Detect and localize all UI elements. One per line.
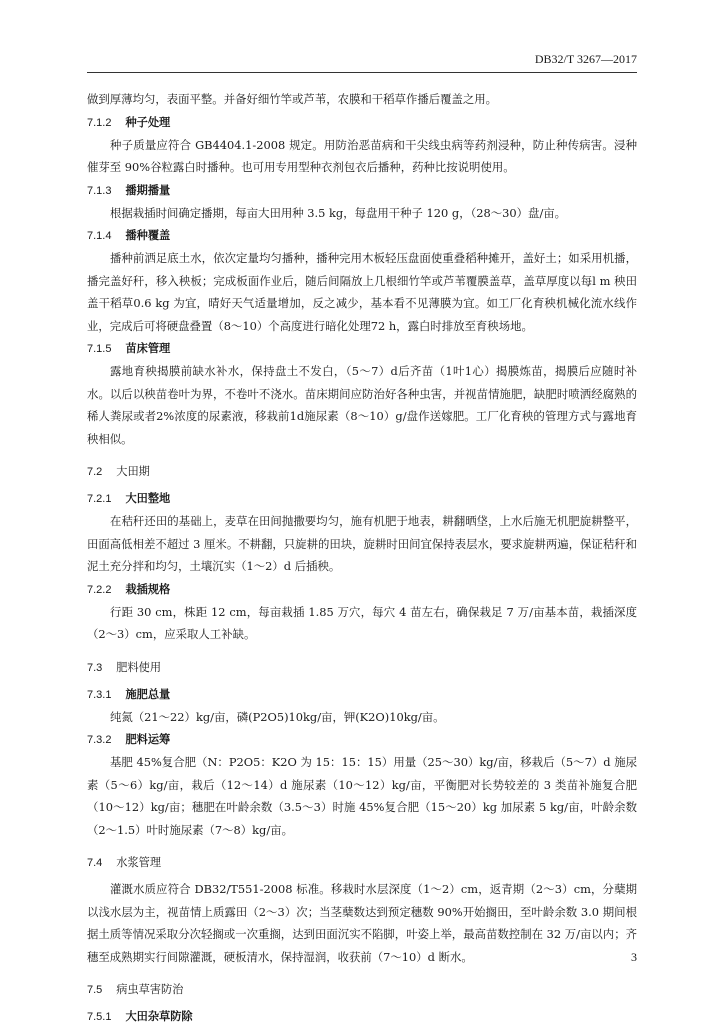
heading-number: 7.3.1 xyxy=(87,688,112,701)
body-paragraph: 在秸秆还田的基础上，麦草在田间抛撒要均匀，施有机肥于地表，耕翻晒垡，上水后施无机肥旋耕整平，田面高低相差不超过 3 厘米。不耕翻，只旋耕的田块，旋耕时田间宜保持表层水，要求旋耕两遍，保证秸秆和泥土充分拌和均匀，土壤沉实（1～2）d 后插秧。 xyxy=(87,514,637,573)
body-paragraph: 种子质量应符合 GB4404.1-2008 规定。用防治恶苗病和干尖线虫病等药剂浸种，防止种传病害。浸种催芽至 90%谷粒露白时播种。也可用专用型种衣剂包衣后播种，药种比按说明使用。 xyxy=(87,137,637,174)
heading-title: 大田杂草防除 xyxy=(125,1010,193,1023)
page-body xyxy=(87,88,637,1028)
heading-title: 苗床管理 xyxy=(125,342,171,355)
heading-number: 7.3.2 xyxy=(87,734,112,746)
subsection-heading xyxy=(87,337,637,360)
heading-number: 7.4 xyxy=(87,857,103,869)
heading-title: 栽插规格 xyxy=(125,582,171,596)
heading-number: 7.2.1 xyxy=(87,493,112,505)
subsection-heading xyxy=(87,683,637,706)
subsection-heading xyxy=(87,1005,637,1028)
body-paragraph: 露地育秧揭膜前缺水补水，保持盘土不发白，（5～7）d后齐苗（1叶1心）揭膜炼苗，揭膜后应随时补水。以后以秧苗卷叶为界，不卷叶不浇水。苗床期间应防治好各种虫害，并视苗情施肥，缺肥时喷洒经腐熟的稀人粪尿或者2%浓度的尿素液，移栽前1d施尿素（8～10）g/盘作送嫁肥。工厂化育秧的管理方式与露地育秧相似。 xyxy=(87,364,637,446)
heading-number: 7.2 xyxy=(87,466,103,478)
page-number: 3 xyxy=(631,950,637,964)
heading-number: 7.1.2 xyxy=(87,116,112,129)
section-heading xyxy=(87,460,637,483)
heading-title: 大田整地 xyxy=(125,492,171,505)
heading-number: 7.5 xyxy=(87,984,103,996)
body-paragraph: 基肥 45%复合肥（N：P2O5：K2O 为 15：15：15）用量（25～30）kg/亩，移栽后（5～7）d 施尿素（5～6）kg/亩，栽后（12～14）d 施尿素（10～12）kg/亩，平衡肥对长势较差的 3 类苗补施复合肥（10～12）kg/亩；穗肥在叶龄余数（3.5～3）时施 45%复合肥（15～20）kg 加尿素 5 kg/亩，叶龄余数（2～1.5）叶时施尿素（7～8）kg/亩。 xyxy=(87,755,637,837)
header-rule xyxy=(87,72,637,73)
heading-title: 施肥总量 xyxy=(125,687,171,701)
section-heading xyxy=(87,978,637,1001)
body-paragraph: 行距 30 cm，株距 12 cm，每亩栽插 1.85 万穴，每穴 4 苗左右，确保栽足 7 万/亩基本苗，栽插深度（2～3）cm，应采取人工补缺。 xyxy=(87,604,637,641)
heading-number: 7.1.5 xyxy=(87,343,112,355)
heading-title: 肥料使用 xyxy=(116,660,162,674)
heading-number: 7.3 xyxy=(87,661,103,674)
heading-title: 播期播量 xyxy=(125,183,171,197)
heading-title: 水浆管理 xyxy=(116,856,162,869)
body-paragraph: 灌溉水质应符合 DB32/T551-2008 标准。移栽时水层深度（1～2）cm，返青期（2～3）cm，分蘖期以浅水层为主，视苗情上质露田（2～3）次；当茎蘖数达到预定穗数 90%开始搁田，至叶龄余数 3.0 期间根据土质等情况采取分次轻搁或一次重搁，达到田面沉实不陷脚，叶姿上举，最高苗数控制在 32 万/亩以内；齐穗至成熟期实行间隙灌溉，硬板清水，保持湿润，收获前（7～10）d 断水。 xyxy=(87,882,637,964)
section-heading xyxy=(87,851,637,874)
section-heading xyxy=(87,656,637,679)
body-paragraph: 根据栽插时间确定播期，每亩大田用种 3.5 kg，每盘用干种子 120 g，（28～30）盘/亩。 xyxy=(110,205,567,220)
header-doc-id: DB32/T 3267—2017 xyxy=(534,52,637,66)
subsection-heading xyxy=(87,179,637,202)
body-paragraph: 做到厚薄均匀，表面平整。并备好细竹竿或芦苇，农膜和干稻草作播后覆盖之用。 xyxy=(87,92,498,106)
subsection-heading xyxy=(87,578,637,601)
heading-number: 7.1.4 xyxy=(87,230,112,242)
body-paragraph: 纯氮（21～22）kg/亩，磷(P2O5)10kg/亩，钾(K2O)10kg/亩。 xyxy=(110,709,445,724)
heading-title: 大田期 xyxy=(116,465,150,478)
heading-number: 7.5.1 xyxy=(87,1011,112,1023)
heading-number: 7.2.2 xyxy=(87,583,112,596)
heading-title: 肥料运筹 xyxy=(125,733,171,746)
subsection-heading xyxy=(87,111,637,134)
heading-number: 7.1.3 xyxy=(87,184,112,197)
heading-title: 种子处理 xyxy=(125,115,171,129)
subsection-heading xyxy=(87,487,637,510)
heading-title: 播种覆盖 xyxy=(125,229,171,242)
subsection-heading xyxy=(87,728,637,751)
body-paragraph: 播种前洒足底土水，依次定量均匀播种，播种完用木板轻压盘面使重叠稻种摊开，盖好土；如采用机播，播完盖好秆，移入秧板；完成板面作业后，随后间隔放上几根细竹竿或芦苇覆膜盖草，盖草厚度以每l m 秧田盖干稻草0.6 kg 为宜，晴好天气适量增加，反之减少，基本看不见薄膜为宜。如工厂化育秧机械化流水线作业，完成后可将硬盘叠置（8～10）个高度进行暗化处理72 h，露白时排放至育秧场地。 xyxy=(87,251,637,333)
heading-title: 病虫草害防治 xyxy=(116,983,184,996)
subsection-heading xyxy=(87,224,637,247)
